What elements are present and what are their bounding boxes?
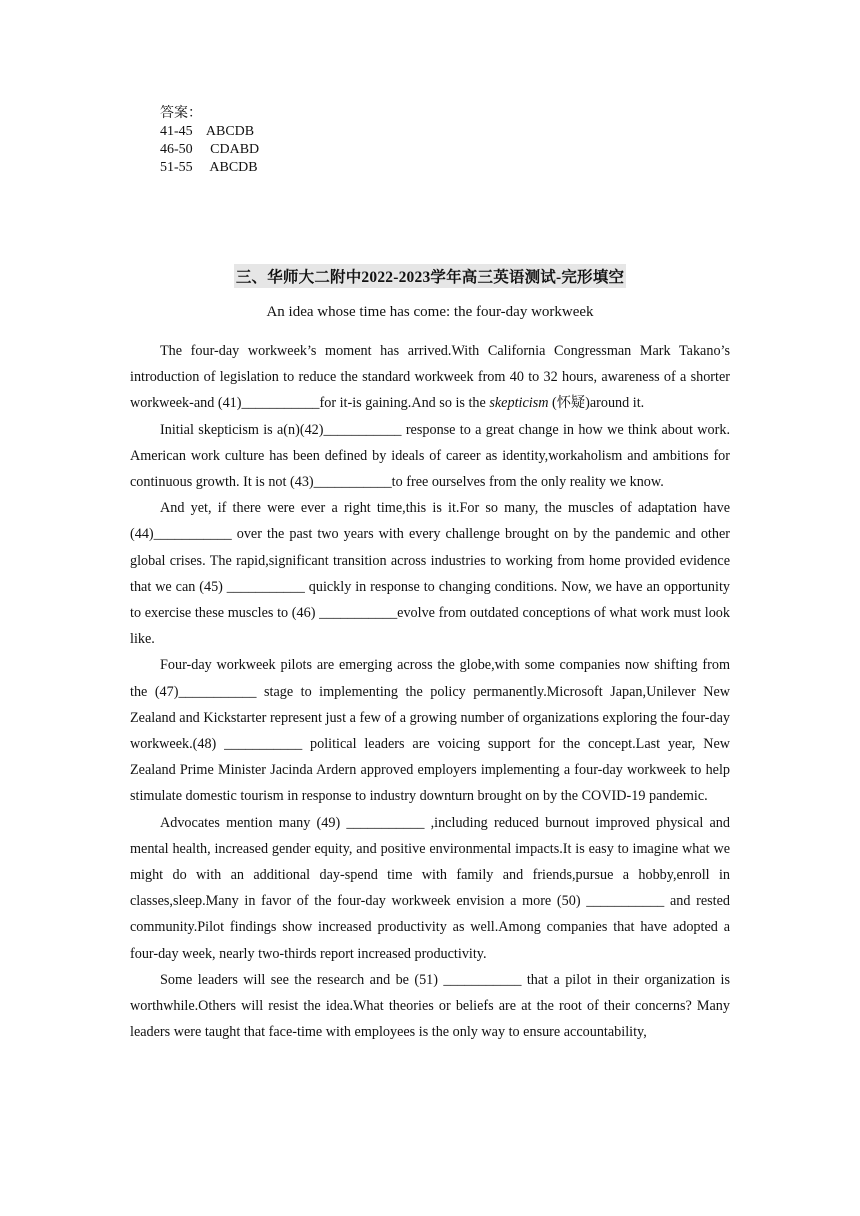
paragraph: Some leaders will see the research and be (51) ___________ that a pilot in their organization is worthwhile.Others will resist the idea.What theories or beliefs are at the root of their concerns? Many leaders were taught that face-time with employees is the only way to ensure accountability, bbox=[130, 971, 730, 1041]
emphasis-word: skepticism bbox=[489, 395, 549, 412]
paragraph: Four-day workweek pilots are emerging across the globe,with some companies now shifting from the (47)___________ stage to implementing the policy permanently.Microsoft Japan,Unilever New Zealand and Kickstarter represent just a few of a growing number of organizations exploring the four-day workweek.(48) ___________ political leaders are voicing support for the concept.Last year, New Zealand Prime Minister Jacinda Ardern approved employers implementing a four-day workweek to help stimulate domestic tourism in response to industry downturn brought on by the COVID-19 pandemic. bbox=[130, 657, 730, 805]
answer-row: 51-55 ABCDB bbox=[160, 160, 258, 175]
answer-key-label: 答案： bbox=[160, 106, 202, 121]
article-title: An idea whose time has come: the four-day workweek bbox=[266, 304, 594, 320]
paragraph bbox=[130, 338, 730, 417]
section-heading bbox=[0, 264, 860, 288]
section-heading-text: 三、华师大二附中2022-2023学年高三英语测试-完形填空 bbox=[234, 264, 626, 288]
paragraph: And yet, if there were ever a right time,this is it.For so many, the muscles of adaptation have (44)___________ over the past two years with every challenge brought on by the pandemic and other global crises. The rapid,significant transition across industries to working from home provided evidence that we can (45) ___________ quickly in response to changing conditions. Now, we have an opportunity to exercise these muscles to (46) ___________evolve from outdated conceptions of what work must look like. bbox=[130, 500, 730, 648]
paragraph: Initial skepticism is a(n)(42)___________ response to a great change in how we think about work. American work culture has been defined by ideals of career as identity,workaholism and ambitions for continuous growth. It is not (43)___________to free ourselves from the only reality we know. bbox=[130, 421, 730, 491]
answer-row: 41-45 ABCDB bbox=[160, 124, 255, 139]
answer-row: 46-50 CDABD bbox=[160, 142, 260, 157]
paragraph: Advocates mention many (49) ___________ ,including reduced burnout improved physical and mental health, increased gender equity, and positive environmental impacts.It is easy to imagine what we might do with an additional day-spend time with family and friends,pursue a hobby,enroll in classes,sleep.Many in favor of the four-day workweek envision a more (50) ___________ and rested community.Pilot findings show increased productivity as well.Among companies that have adopted a four-day week, nearly two-thirds report increased productivity. bbox=[130, 814, 730, 962]
article-body bbox=[130, 338, 730, 1045]
paragraph-text: (怀疑)around it. bbox=[548, 395, 645, 412]
answer-key bbox=[160, 105, 259, 177]
paragraph-text: The four-day workweek’s moment has arrived.With California Congressman Mark Takano’s introduction of legislation to reduce the standard workweek from 40 to 32 hours, awareness of a shorter workweek-and (41)___________for it-is gaining.And so is the bbox=[130, 343, 730, 412]
